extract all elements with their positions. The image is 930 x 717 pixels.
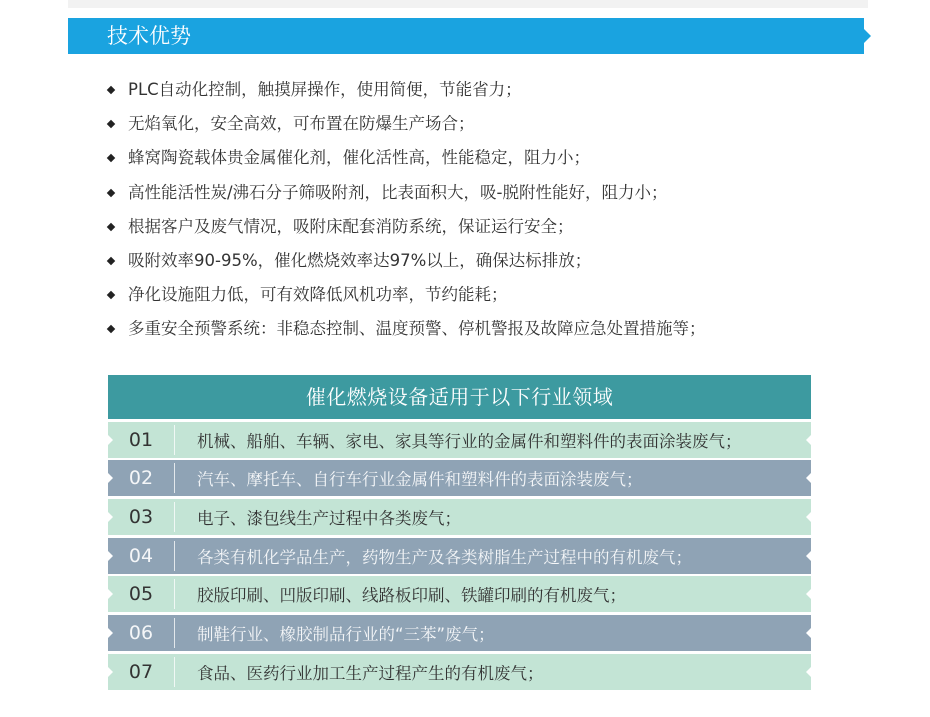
table-row [108, 654, 811, 690]
row-text: 各类有机化学品生产，药物生产及各类树脂生产过程中的有机废气； [197, 547, 692, 567]
diamond-bullet-icon [107, 223, 115, 231]
row-number: 05 [128, 583, 154, 606]
row-text: 电子、漆包线生产过程中各类废气； [197, 509, 461, 529]
list-item-text: 多重安全预警系统：非稳态控制、温度预警、停机警报及故障应急处置措施等； [128, 319, 706, 339]
notch-left-icon [108, 589, 113, 599]
row-text: 食品、医药行业加工生产过程产生的有机废气； [197, 663, 544, 683]
table-row [108, 615, 811, 651]
diamond-bullet-icon [107, 325, 115, 333]
row-text: 制鞋行业、橡胶制品行业的“三苯”废气； [197, 625, 495, 645]
notch-left-icon [108, 551, 113, 561]
row-number: 04 [128, 544, 154, 567]
diamond-bullet-icon [107, 86, 115, 94]
diamond-bullet-icon [107, 257, 115, 265]
notch-right-icon [806, 473, 811, 483]
list-item-text: 高性能活性炭/沸石分子筛吸附剂，比表面积大，吸-脱附性能好，阻力小； [128, 182, 668, 202]
row-number: 01 [128, 428, 154, 451]
table-row [108, 499, 811, 535]
notch-left-icon [108, 435, 113, 445]
list-item-text: PLC自动化控制，触摸屏操作，使用简便，节能省力； [128, 80, 522, 99]
table-row [108, 576, 811, 612]
row-number: 06 [128, 622, 154, 645]
table-row [108, 422, 811, 458]
notch-right-icon [806, 628, 811, 638]
list-item [108, 176, 706, 210]
list-item [108, 73, 706, 107]
table-row [108, 538, 811, 574]
industries-table [108, 375, 811, 690]
notch-right-icon [806, 435, 811, 445]
row-text: 汽车、摩托车、自行车行业金属件和塑料件的表面涂装废气； [197, 470, 643, 490]
diamond-bullet-icon [107, 291, 115, 299]
notch-right-icon [806, 551, 811, 561]
row-number: 03 [128, 506, 154, 529]
list-item-text: 蜂窝陶瓷载体贵金属催化剂，催化活性高，性能稳定，阻力小； [128, 148, 590, 168]
row-text: 胶版印刷、凹版印刷、线路板印刷、铁罐印刷的有机废气； [197, 586, 626, 606]
arrow-right-icon [864, 29, 871, 43]
section-header-bar [68, 18, 864, 54]
diamond-bullet-icon [107, 188, 115, 196]
list-item-text: 净化设施阻力低，可有效降低风机功率，节约能耗； [128, 285, 508, 305]
list-item-text: 根据客户及废气情况，吸附床配套消防系统，保证运行安全； [128, 216, 574, 236]
diamond-bullet-icon [107, 120, 115, 128]
list-item [108, 312, 706, 346]
table-header: 催化燃烧设备适用于以下行业领域 [108, 375, 811, 419]
notch-left-icon [108, 667, 113, 677]
advantages-list [108, 73, 706, 347]
top-divider-strip [68, 0, 868, 8]
diamond-bullet-icon [107, 154, 115, 162]
list-item [108, 107, 706, 141]
row-text: 机械、船舶、车辆、家电、家具等行业的金属件和塑料件的表面涂装废气； [197, 431, 742, 451]
notch-left-icon [108, 628, 113, 638]
list-item [108, 244, 706, 278]
list-item-text: 无焰氧化，安全高效，可布置在防爆生产场合； [128, 114, 475, 134]
row-number: 07 [128, 660, 154, 683]
list-item-text: 吸附效率90-95%，催化燃烧效率达97%以上，确保达标排放； [128, 250, 592, 270]
notch-right-icon [806, 589, 811, 599]
notch-right-icon [806, 667, 811, 677]
notch-left-icon [108, 473, 113, 483]
section-title: 技术优势 [107, 24, 191, 48]
list-item [108, 141, 706, 175]
notch-right-icon [806, 512, 811, 522]
list-item [108, 210, 706, 244]
row-number: 02 [128, 467, 154, 490]
notch-left-icon [108, 512, 113, 522]
table-row [108, 460, 811, 496]
list-item [108, 278, 706, 312]
